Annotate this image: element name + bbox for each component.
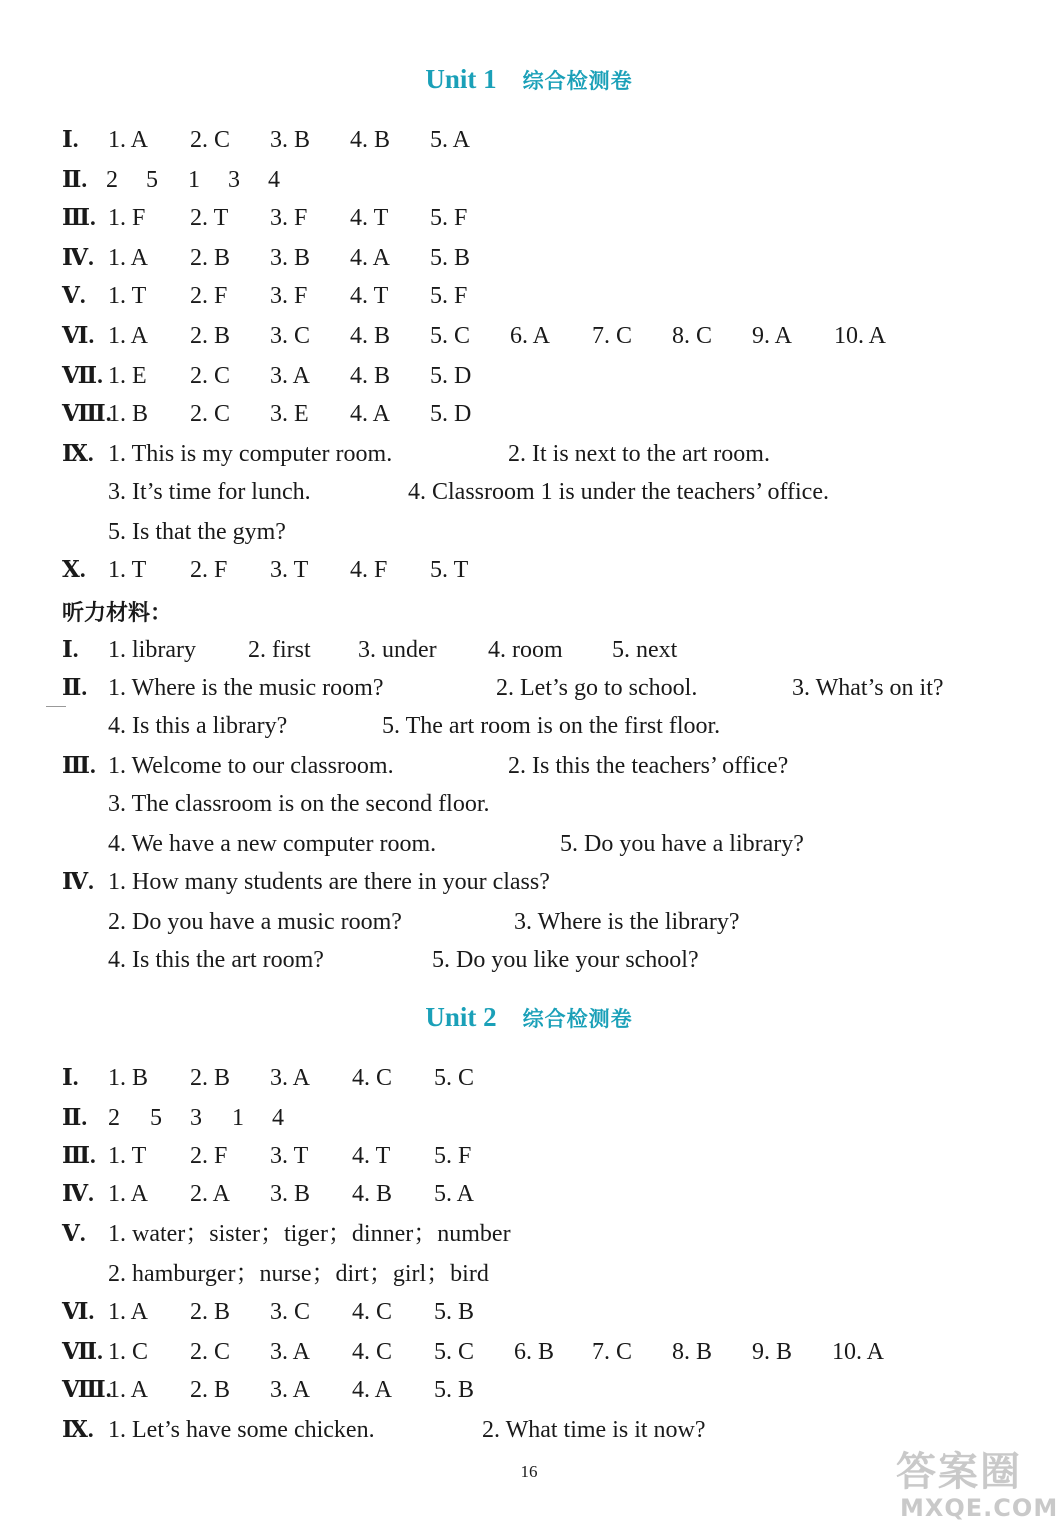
answer-item: 4 <box>268 167 280 193</box>
answer-item: 2. B <box>190 1065 231 1091</box>
unit1-title: Unit 1 <box>425 64 497 94</box>
answer-item: 2. hamburger；nurse；dirt；girl；bird <box>108 1261 489 1287</box>
roman-numeral: Ⅶ. <box>62 1339 103 1364</box>
answer-item: 5. T <box>430 557 469 583</box>
roman-numeral: Ⅰ. <box>62 1065 79 1090</box>
answer-item: 5. F <box>430 283 468 309</box>
answer-item: 1. water；sister；tiger；dinner；number <box>108 1221 511 1247</box>
answer-item: 1. A <box>108 127 149 153</box>
answer-item: 5. C <box>434 1339 475 1365</box>
listening-item: 5. Do you like your school? <box>432 947 699 973</box>
answer-item: 4. F <box>350 557 388 583</box>
answer-item: 1. A <box>108 1181 149 1207</box>
answer-item: 1. E <box>108 363 147 389</box>
roman-numeral: Ⅵ. <box>62 1299 95 1324</box>
answer-item: 9. B <box>752 1339 793 1365</box>
answer-item: 5. D <box>430 401 472 427</box>
answer-item: 5. A <box>434 1181 475 1207</box>
answer-item: 4. B <box>352 1181 393 1207</box>
answer-item: 4. B <box>350 323 391 349</box>
answer-item: 2. C <box>190 401 231 427</box>
listening-item: 5. The art room is on the first floor. <box>382 713 721 739</box>
answer-item: 2. B <box>190 1377 231 1403</box>
answer-item: 3. E <box>270 401 309 427</box>
roman-numeral: Ⅴ. <box>62 283 86 308</box>
answer-item: 5. A <box>430 127 471 153</box>
answer-item: 7. C <box>592 1339 633 1365</box>
watermark-logo: 答案圈 <box>896 1449 1022 1495</box>
answer-item: 4. T <box>350 283 389 309</box>
answer-item: 4. T <box>350 205 389 231</box>
answer-item: 4. B <box>350 127 391 153</box>
roman-numeral: Ⅴ. <box>62 1221 86 1246</box>
roman-numeral: Ⅵ. <box>62 323 95 348</box>
answer-item: 5 <box>146 167 158 193</box>
answer-item: 5. F <box>434 1143 472 1169</box>
answer-item: 2. C <box>190 1339 231 1365</box>
roman-numeral: Ⅷ. <box>62 1377 112 1402</box>
answer-item: 3 <box>190 1105 202 1131</box>
answer-item: 3. F <box>270 205 308 231</box>
listening-item: 2. first <box>248 637 311 663</box>
answer-item: 5. B <box>434 1299 475 1325</box>
listening-item: 1. Where is the music room? <box>108 675 384 701</box>
answer-item: 2. F <box>190 283 228 309</box>
answer-item: 4. Classroom 1 is under the teachers’ office. <box>408 479 829 505</box>
answer-item: 3. C <box>270 1299 311 1325</box>
answer-item: 5. B <box>434 1377 475 1403</box>
unit1-subtitle: 综合检测卷 <box>522 69 633 93</box>
answer-item: 5. Is that the gym? <box>108 519 286 545</box>
answer-item: 4. B <box>350 363 391 389</box>
answer-item: 7. C <box>592 323 633 349</box>
answer-item: 4. C <box>352 1299 393 1325</box>
answer-item: 1. A <box>108 245 149 271</box>
roman-numeral: Ⅳ. <box>62 245 94 270</box>
answer-item: 4. A <box>350 401 391 427</box>
answer-item: 3. It’s time for lunch. <box>108 479 311 505</box>
page-number: 16 <box>520 1462 538 1481</box>
listening-item: 4. Is this the art room? <box>108 947 324 973</box>
answer-item: 2. A <box>190 1181 231 1207</box>
answer-item: 1. T <box>108 1143 147 1169</box>
answer-item: 6. A <box>510 323 551 349</box>
answer-item: 3 <box>228 167 240 193</box>
roman-numeral: Ⅱ. <box>62 167 88 192</box>
answer-item: 1. C <box>108 1339 149 1365</box>
listening-item: 5. next <box>612 637 678 663</box>
listening-heading: 听力材料： <box>62 601 173 626</box>
answer-item: 10. A <box>832 1339 885 1365</box>
roman-numeral: Ⅶ. <box>62 363 103 388</box>
answer-item: 2 <box>108 1105 120 1131</box>
answer-item: 2. C <box>190 363 231 389</box>
answer-item: 3. T <box>270 1143 309 1169</box>
roman-numeral: Ⅸ. <box>62 441 94 466</box>
answer-item: 3. A <box>270 363 311 389</box>
answer-item: 3. A <box>270 1377 311 1403</box>
unit1-heading <box>0 64 1058 95</box>
answer-item: 2 <box>106 167 118 193</box>
answer-item: 1 <box>188 167 200 193</box>
listening-item: 4. We have a new computer room. <box>108 831 437 857</box>
roman-numeral: Ⅰ. <box>62 637 79 662</box>
answer-item: 2. B <box>190 1299 231 1325</box>
listening-item: 1. How many students are there in your class? <box>108 869 550 895</box>
answer-item: 3. B <box>270 1181 311 1207</box>
answer-item: 4. C <box>352 1065 393 1091</box>
answer-item: 5 <box>150 1105 162 1131</box>
answer-item: 1. B <box>108 1065 149 1091</box>
listening-item: 4. Is this a library? <box>108 713 288 739</box>
unit2-heading <box>0 1002 1058 1033</box>
answer-item: 4 <box>272 1105 284 1131</box>
answer-item: 10. A <box>834 323 887 349</box>
listening-item: 1. Welcome to our classroom. <box>108 753 394 779</box>
answer-item: 1. T <box>108 557 147 583</box>
listening-item: 2. Is this the teachers’ office? <box>508 753 789 779</box>
unit2-subtitle: 综合检测卷 <box>522 1007 633 1031</box>
answer-item: 5. B <box>430 245 471 271</box>
roman-numeral: Ⅲ. <box>62 753 96 778</box>
watermark-url: MXQE.COM <box>900 1494 1058 1522</box>
answer-item: 3. B <box>270 127 311 153</box>
answer-item: 1. F <box>108 205 146 231</box>
listening-item: 2. Let’s go to school. <box>496 675 698 701</box>
answer-item: 2. It is next to the art room. <box>508 441 770 467</box>
listening-item: 3. under <box>358 637 437 663</box>
roman-numeral: Ⅳ. <box>62 1181 94 1206</box>
roman-numeral: Ⅱ. <box>62 675 88 700</box>
listening-item: 1. library <box>108 637 196 663</box>
roman-numeral: Ⅹ. <box>62 557 86 582</box>
answer-item: 9. A <box>752 323 793 349</box>
roman-numeral: Ⅲ. <box>62 1143 96 1168</box>
answer-item: 6. B <box>514 1339 555 1365</box>
answer-item: 3. F <box>270 283 308 309</box>
answer-item: 2. B <box>190 323 231 349</box>
listening-item: 3. Where is the library? <box>514 909 740 935</box>
answer-item: 1. B <box>108 401 149 427</box>
answer-item: 8. B <box>672 1339 713 1365</box>
answer-item: 1. T <box>108 283 147 309</box>
answer-item: 4. C <box>352 1339 393 1365</box>
answer-item: 8. C <box>672 323 713 349</box>
roman-numeral: Ⅸ. <box>62 1417 94 1442</box>
listening-item: 3. The classroom is on the second floor. <box>108 791 490 817</box>
answer-item: 1. A <box>108 1299 149 1325</box>
answer-item: 1. A <box>108 323 149 349</box>
answer-item: 1. A <box>108 1377 149 1403</box>
answer-item: 1 <box>232 1105 244 1131</box>
roman-numeral: Ⅱ. <box>62 1105 88 1130</box>
answer-item: 5. C <box>434 1065 475 1091</box>
answer-item: 2. F <box>190 557 228 583</box>
listening-item: 4. room <box>488 637 563 663</box>
answer-item: 4. A <box>352 1377 393 1403</box>
roman-numeral: Ⅲ. <box>62 205 96 230</box>
listening-item: 5. Do you have a library? <box>560 831 804 857</box>
listening-item: 2. Do you have a music room? <box>108 909 402 935</box>
answer-item: 3. C <box>270 323 311 349</box>
answer-item: 3. T <box>270 557 309 583</box>
answer-item: 3. A <box>270 1339 311 1365</box>
answer-item: 4. T <box>352 1143 391 1169</box>
answer-item: 5. F <box>430 205 468 231</box>
listening-item: 3. What’s on it? <box>792 675 944 701</box>
unit2-title: Unit 2 <box>425 1002 497 1032</box>
answer-item: 2. T <box>190 205 229 231</box>
answer-item: 1. Let’s have some chicken. <box>108 1417 375 1443</box>
answer-item: 1. This is my computer room. <box>108 441 393 467</box>
answer-item: 5. D <box>430 363 472 389</box>
answer-item: 2. What time is it now? <box>482 1417 706 1443</box>
answer-item: 4. A <box>350 245 391 271</box>
answer-item: 2. C <box>190 127 231 153</box>
answer-item: 2. B <box>190 245 231 271</box>
answer-item: 2. F <box>190 1143 228 1169</box>
answer-item: 3. A <box>270 1065 311 1091</box>
roman-numeral: Ⅳ. <box>62 869 94 894</box>
roman-numeral: Ⅷ. <box>62 401 112 426</box>
roman-numeral: Ⅰ. <box>62 127 79 152</box>
answer-item: 5. C <box>430 323 471 349</box>
answer-item: 3. B <box>270 245 311 271</box>
